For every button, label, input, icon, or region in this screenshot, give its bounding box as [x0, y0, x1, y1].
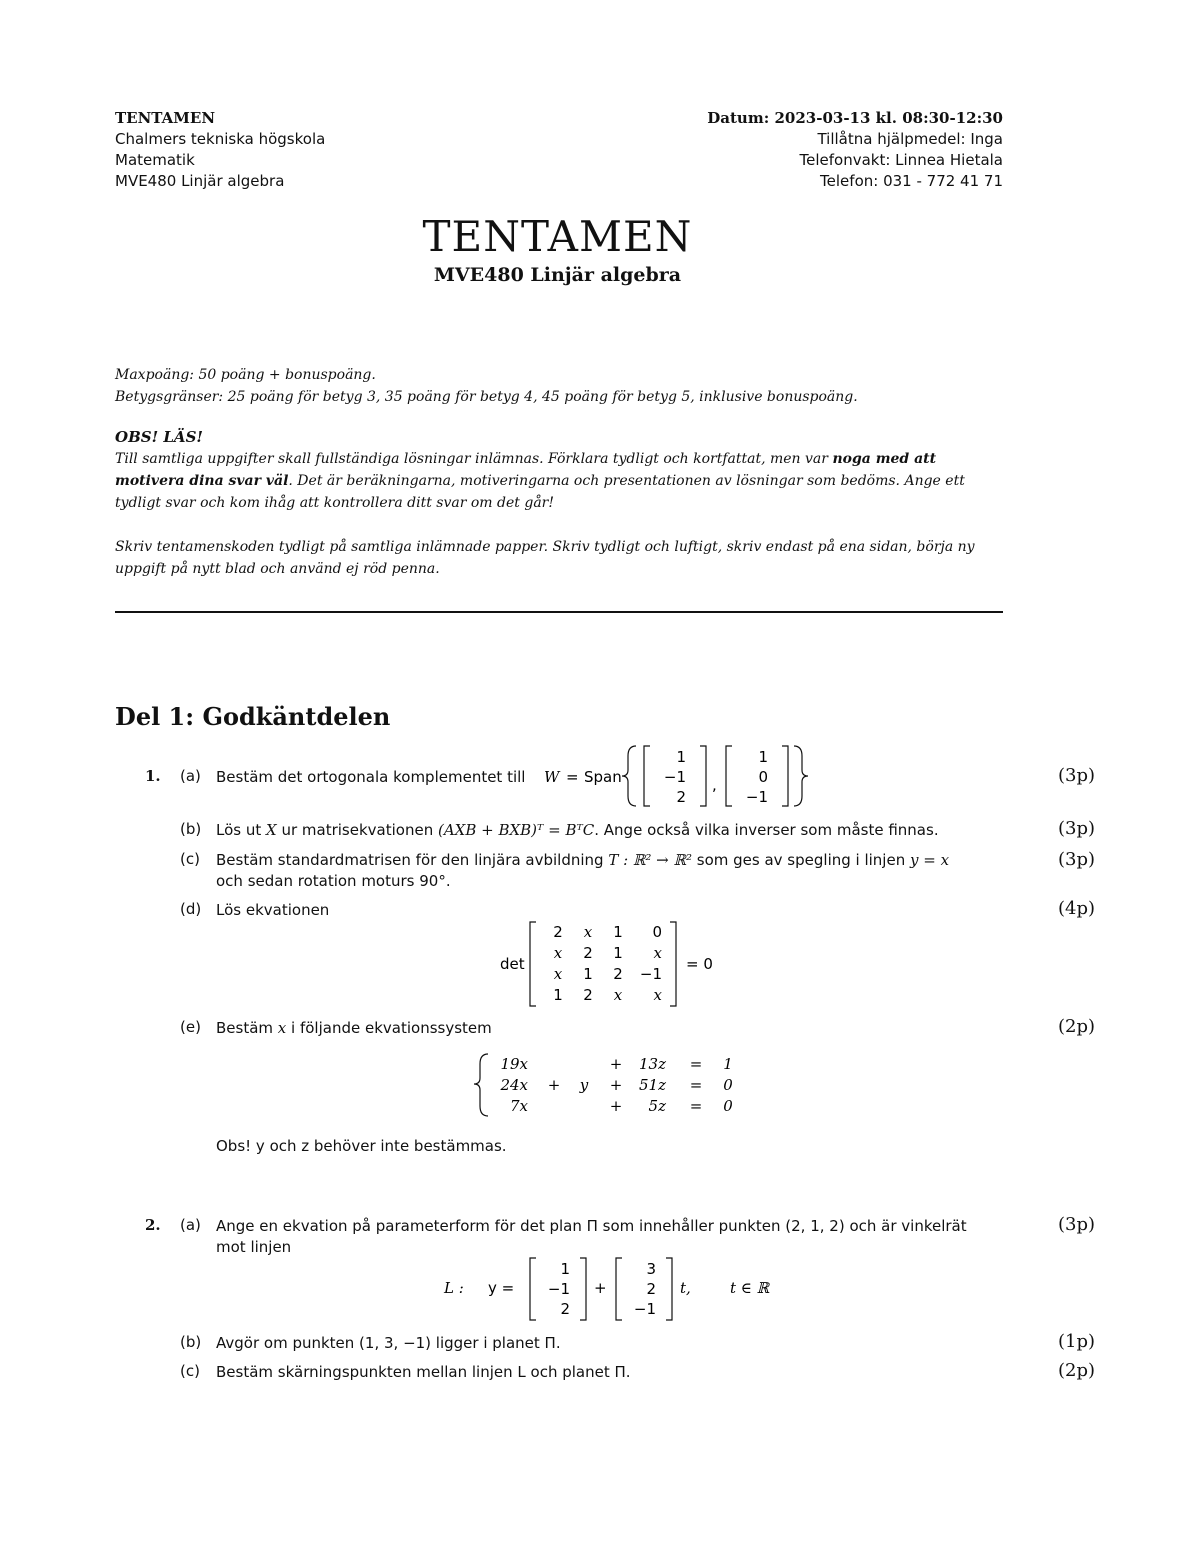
q1a-label: (a): [180, 767, 201, 785]
q1e-text-1: Bestäm: [216, 1019, 278, 1037]
q1c-points: (3p): [1057, 849, 1095, 870]
system-brace: [474, 1054, 488, 1116]
d-entry-1: 3: [646, 1260, 656, 1278]
X-symbol: X: [266, 821, 277, 839]
det-rhs: = 0: [686, 955, 713, 973]
q2-number: 2.: [145, 1216, 161, 1234]
q1b-points: (3p): [1057, 818, 1095, 839]
t-param: t,: [680, 1279, 691, 1297]
q1b-label: (b): [180, 820, 202, 838]
date-value: 2023-03-13 kl. 08:30-12:30: [774, 109, 1003, 127]
det-cell: 2: [553, 923, 563, 941]
d-entry-3: −1: [633, 1300, 656, 1318]
q1b-text: [216, 820, 1016, 841]
system-cell: =: [689, 1076, 703, 1094]
write-instructions: Skriv tentamenskoden tydligt på samtliga inlämnade papper. Skriv tydligt och luftigt, skriv endast på ena sidan, börja ny uppgift på nytt blad och använd ej röd penna.: [115, 539, 975, 577]
header-aids: Tillåtna hjälpmedel: Inga: [817, 130, 1003, 148]
q1d-text: Lös ekvationen: [216, 901, 330, 919]
section-title: Del 1: Godkäntdelen: [115, 702, 391, 731]
obs-title: OBS! LÄS!: [115, 428, 203, 446]
d-left-bracket: [616, 1258, 622, 1320]
det-cell: x: [553, 965, 563, 983]
q1e-equation-system: [470, 1050, 750, 1120]
header-exam-label: TENTAMEN: [115, 109, 216, 127]
intro-obs: [115, 426, 1005, 514]
header-department: Matematik: [115, 151, 195, 169]
system-cell: y: [579, 1076, 589, 1094]
v1-entry-1: 1: [676, 748, 686, 766]
q2a-points: (3p): [1057, 1214, 1095, 1235]
y-equals: y =: [488, 1279, 515, 1297]
header-date: [707, 108, 1003, 129]
d-right-bracket: [666, 1258, 672, 1320]
p-right-bracket: [580, 1258, 586, 1320]
header-left: [115, 108, 325, 192]
system-cell: +: [609, 1076, 623, 1094]
q2c-points: (2p): [1057, 1360, 1095, 1381]
equals: =: [566, 768, 579, 786]
det-word: det: [500, 955, 525, 973]
mapping: T : ℝ² → ℝ²: [608, 851, 692, 869]
q2a-text-2: mot linjen: [216, 1238, 292, 1256]
obs-text-2: . Det är beräkningarna, motiveringarna och presentationen av lösningar som bedöms. Ange ett tydligt svar och kom ihåg att kontrollera ditt svar om det går!: [115, 473, 965, 511]
header-phone-guard: Telefonvakt: Linnea Hietala: [799, 151, 1003, 169]
p-entry-2: −1: [547, 1280, 570, 1298]
intro-points: [115, 364, 1005, 408]
v2-entry-3: −1: [745, 788, 768, 806]
system-cell: 1: [723, 1055, 733, 1073]
q1a-span-vectors: [538, 740, 818, 812]
q1c-text-2: som ges av spegling i linjen: [692, 851, 910, 869]
det-cell: 1: [613, 923, 623, 941]
v2-right-bracket: [782, 746, 788, 806]
x-symbol: x: [277, 1019, 287, 1037]
det-cell: x: [653, 944, 662, 962]
obs-text: [115, 448, 1005, 514]
system-cell: +: [609, 1097, 623, 1115]
q1d-points: (4p): [1057, 898, 1095, 919]
system-cell: 24x: [500, 1076, 528, 1094]
q2c-label: (c): [180, 1362, 200, 1380]
q2a-label: (a): [180, 1216, 201, 1234]
system-cell: 19x: [500, 1055, 528, 1073]
v2-entry-1: 1: [758, 748, 768, 766]
q1d-determinant: [496, 918, 726, 1010]
system-cell: =: [689, 1055, 703, 1073]
span-word: Span: [584, 768, 622, 786]
v1-left-bracket: [644, 746, 650, 806]
det-cell: x: [553, 944, 563, 962]
det-cell: 1: [553, 986, 563, 1004]
q2c-text: Bestäm skärningspunkten mellan linjen L och planet Π.: [216, 1363, 631, 1381]
q2b-label: (b): [180, 1333, 202, 1351]
matrix-equation: (AXB + BXB)ᵀ = BᵀC: [437, 821, 595, 839]
q1-number: 1.: [145, 767, 161, 785]
q1e-label: (e): [180, 1018, 201, 1036]
right-brace: [794, 746, 808, 806]
p-left-bracket: [530, 1258, 536, 1320]
system-cell: +: [609, 1055, 623, 1073]
v1-right-bracket: [700, 746, 706, 806]
system-cell: 7x: [509, 1097, 528, 1115]
q2a-line-equation: [440, 1254, 780, 1324]
system-cells: [499, 1055, 733, 1115]
det-cell: 2: [613, 965, 623, 983]
p-entry-3: 2: [560, 1300, 570, 1318]
header-right: [707, 108, 1003, 192]
det-cell: 2: [583, 986, 593, 1004]
q1c-text-3: och sedan rotation moturs 90°.: [216, 872, 451, 890]
det-cell: 1: [583, 965, 593, 983]
system-cell: 13z: [639, 1055, 666, 1073]
obs-text-bold: noga med att motivera dina svar väl: [115, 451, 937, 489]
system-cell: =: [689, 1097, 703, 1115]
divider: [115, 611, 1003, 613]
header-school: Chalmers tekniska högskola: [115, 130, 326, 148]
q1a-text: Bestäm det ortogonala komplementet till: [216, 768, 526, 786]
v2-left-bracket: [726, 746, 732, 806]
grades-text: Betygsgränser: 25 poäng för betyg 3, 35 poäng för betyg 4, 45 poäng för betyg 5, inklusive bonuspoäng.: [115, 389, 858, 405]
q2a-text-1: Ange en ekvation på parameterform för det plan Π som innehåller punkten (2, 1, 2) och är vinkelrät: [216, 1217, 967, 1235]
det-cell: x: [613, 986, 623, 1004]
comma: ,: [712, 776, 717, 794]
p-entry-1: 1: [560, 1260, 570, 1278]
q2b-points: (1p): [1057, 1331, 1095, 1352]
page-subtitle: MVE480 Linjär algebra: [433, 264, 682, 286]
date-label: Datum:: [707, 109, 770, 127]
page-title: TENTAMEN: [422, 212, 693, 261]
det-left-bracket: [530, 922, 536, 1006]
v1-entry-2: −1: [663, 768, 686, 786]
system-cell: 5z: [648, 1097, 666, 1115]
header-course: MVE480 Linjär algebra: [115, 172, 285, 190]
v2-entry-2: 0: [758, 768, 768, 786]
left-brace: [622, 746, 636, 806]
q1e-text: [216, 1018, 1016, 1039]
q1a-points: (3p): [1057, 765, 1095, 786]
system-cell: 0: [723, 1097, 733, 1115]
q1b-text-2: ur matrisekvationen: [276, 821, 438, 839]
L-label: L :: [444, 1279, 464, 1297]
header-phone: Telefon: 031 - 772 41 71: [820, 172, 1003, 190]
line-eq: y = x: [909, 851, 950, 869]
det-cell: −1: [639, 965, 662, 983]
system-cell: +: [547, 1076, 561, 1094]
q1c-text: [216, 850, 1016, 892]
d-entry-2: 2: [646, 1280, 656, 1298]
det-matrix-cells: [553, 923, 662, 1004]
q1e-note: Obs! y och z behöver inte bestämmas.: [216, 1137, 507, 1155]
det-right-bracket: [670, 922, 676, 1006]
q2a-text: [216, 1216, 1016, 1258]
q1b-text-3: . Ange också vilka inverser som måste finnas.: [594, 821, 939, 839]
det-cell: x: [583, 923, 593, 941]
q1d-label: (d): [180, 900, 202, 918]
system-cell: 0: [723, 1076, 733, 1094]
system-cell: 51z: [639, 1076, 666, 1094]
q1e-text-2: i följande ekvationssystem: [286, 1019, 492, 1037]
obs-text-1: Till samtliga uppgifter skall fullständiga lösningar inlämnas. Förklara tydligt och kortfattat, men var: [115, 451, 833, 467]
q1b-text-1: Lös ut: [216, 821, 267, 839]
plus-sign: +: [594, 1279, 607, 1297]
v1-entry-3: 2: [676, 788, 686, 806]
det-cell: 1: [613, 944, 623, 962]
q1c-text-1: Bestäm standardmatrisen för den linjära avbildning: [216, 851, 609, 869]
det-cell: x: [653, 986, 662, 1004]
maxpoints-text: Maxpoäng: 50 poäng + bonuspoäng.: [115, 367, 376, 383]
q1e-points: (2p): [1057, 1016, 1095, 1037]
t-domain: t ∈ ℝ: [730, 1279, 770, 1297]
q1c-label: (c): [180, 850, 200, 868]
det-cell: 2: [583, 944, 593, 962]
W-symbol: W: [544, 768, 560, 786]
det-cell: 0: [652, 923, 662, 941]
q2b-text: Avgör om punkten (1, 3, −1) ligger i planet Π.: [216, 1334, 561, 1352]
